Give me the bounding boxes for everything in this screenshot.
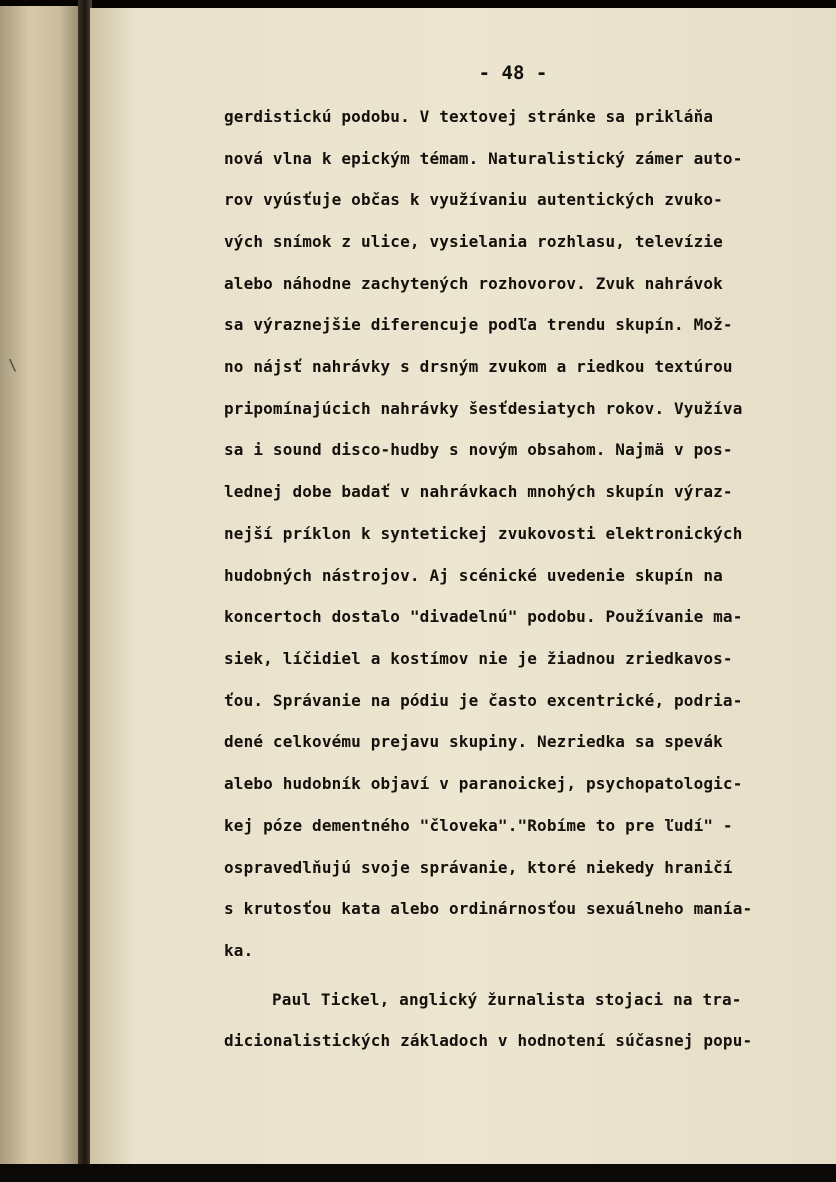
text-line: pripomínajúcich nahrávky šesťdesiatych rokov. Využíva xyxy=(224,399,743,418)
text-line: hudobných nástrojov. Aj scénické uvedenie skupín na xyxy=(224,566,723,585)
text-line: sa výraznejšie diferencuje podľa trendu skupín. Mož- xyxy=(224,315,733,334)
text-line: alebo náhodne zachytených rozhovorov. Zvuk nahrávok xyxy=(224,274,723,293)
scan-bottom-edge xyxy=(0,1164,836,1182)
facing-page-edge xyxy=(0,6,84,1164)
margin-mark: \ xyxy=(8,356,18,374)
text-line: no nájsť nahrávky s drsným zvukom a riedkou textúrou xyxy=(224,357,733,376)
text-line: dicionalistických základoch v hodnotení súčasnej popu- xyxy=(224,1031,753,1050)
text-line: siek, líčidiel a kostímov nie je žiadnou zriedkavos- xyxy=(224,649,733,668)
text-line: gerdistickú podobu. V textovej stránke sa prikláňa xyxy=(224,107,714,126)
text-line: ka. xyxy=(224,941,254,960)
text-line: vých snímok z ulice, vysielania rozhlasu, televízie xyxy=(224,232,723,251)
text-line: koncertoch dostalo "divadelnú" podobu. Používanie ma- xyxy=(224,607,743,626)
text-line: Paul Tickel, anglický žurnalista stojaci na tra- xyxy=(272,990,742,1009)
text-line: ťou. Správanie na pódiu je často excentrické, podria- xyxy=(224,691,743,710)
text-line: ospravedlňujú svoje správanie, ktoré niekedy hraničí xyxy=(224,858,733,877)
text-line: rov vyúsťuje občas k využívaniu autentických zvuko- xyxy=(224,190,723,209)
text-line: dené celkovému prejavu skupiny. Nezriedka sa spevák xyxy=(224,732,723,751)
text-line: nová vlna k epickým témam. Naturalistický zámer auto- xyxy=(224,149,743,168)
text-line: sa i sound disco-hudby s novým obsahom. Najmä v pos- xyxy=(224,440,733,459)
text-line: alebo hudobník objaví v paranoickej, psychopatologic- xyxy=(224,774,743,793)
text-line: kej póze dementného "človeka"."Robíme to pre ľudí" - xyxy=(224,816,733,835)
text-line: nejší príklon k syntetickej zvukovosti elektronických xyxy=(224,524,743,543)
text-line: lednej dobe badať v nahrávkach mnohých skupín výraz- xyxy=(224,482,733,501)
page-number: - 48 - xyxy=(478,62,548,84)
text-line: s krutosťou kata alebo ordinárnosťou sexuálneho manía- xyxy=(224,899,753,918)
